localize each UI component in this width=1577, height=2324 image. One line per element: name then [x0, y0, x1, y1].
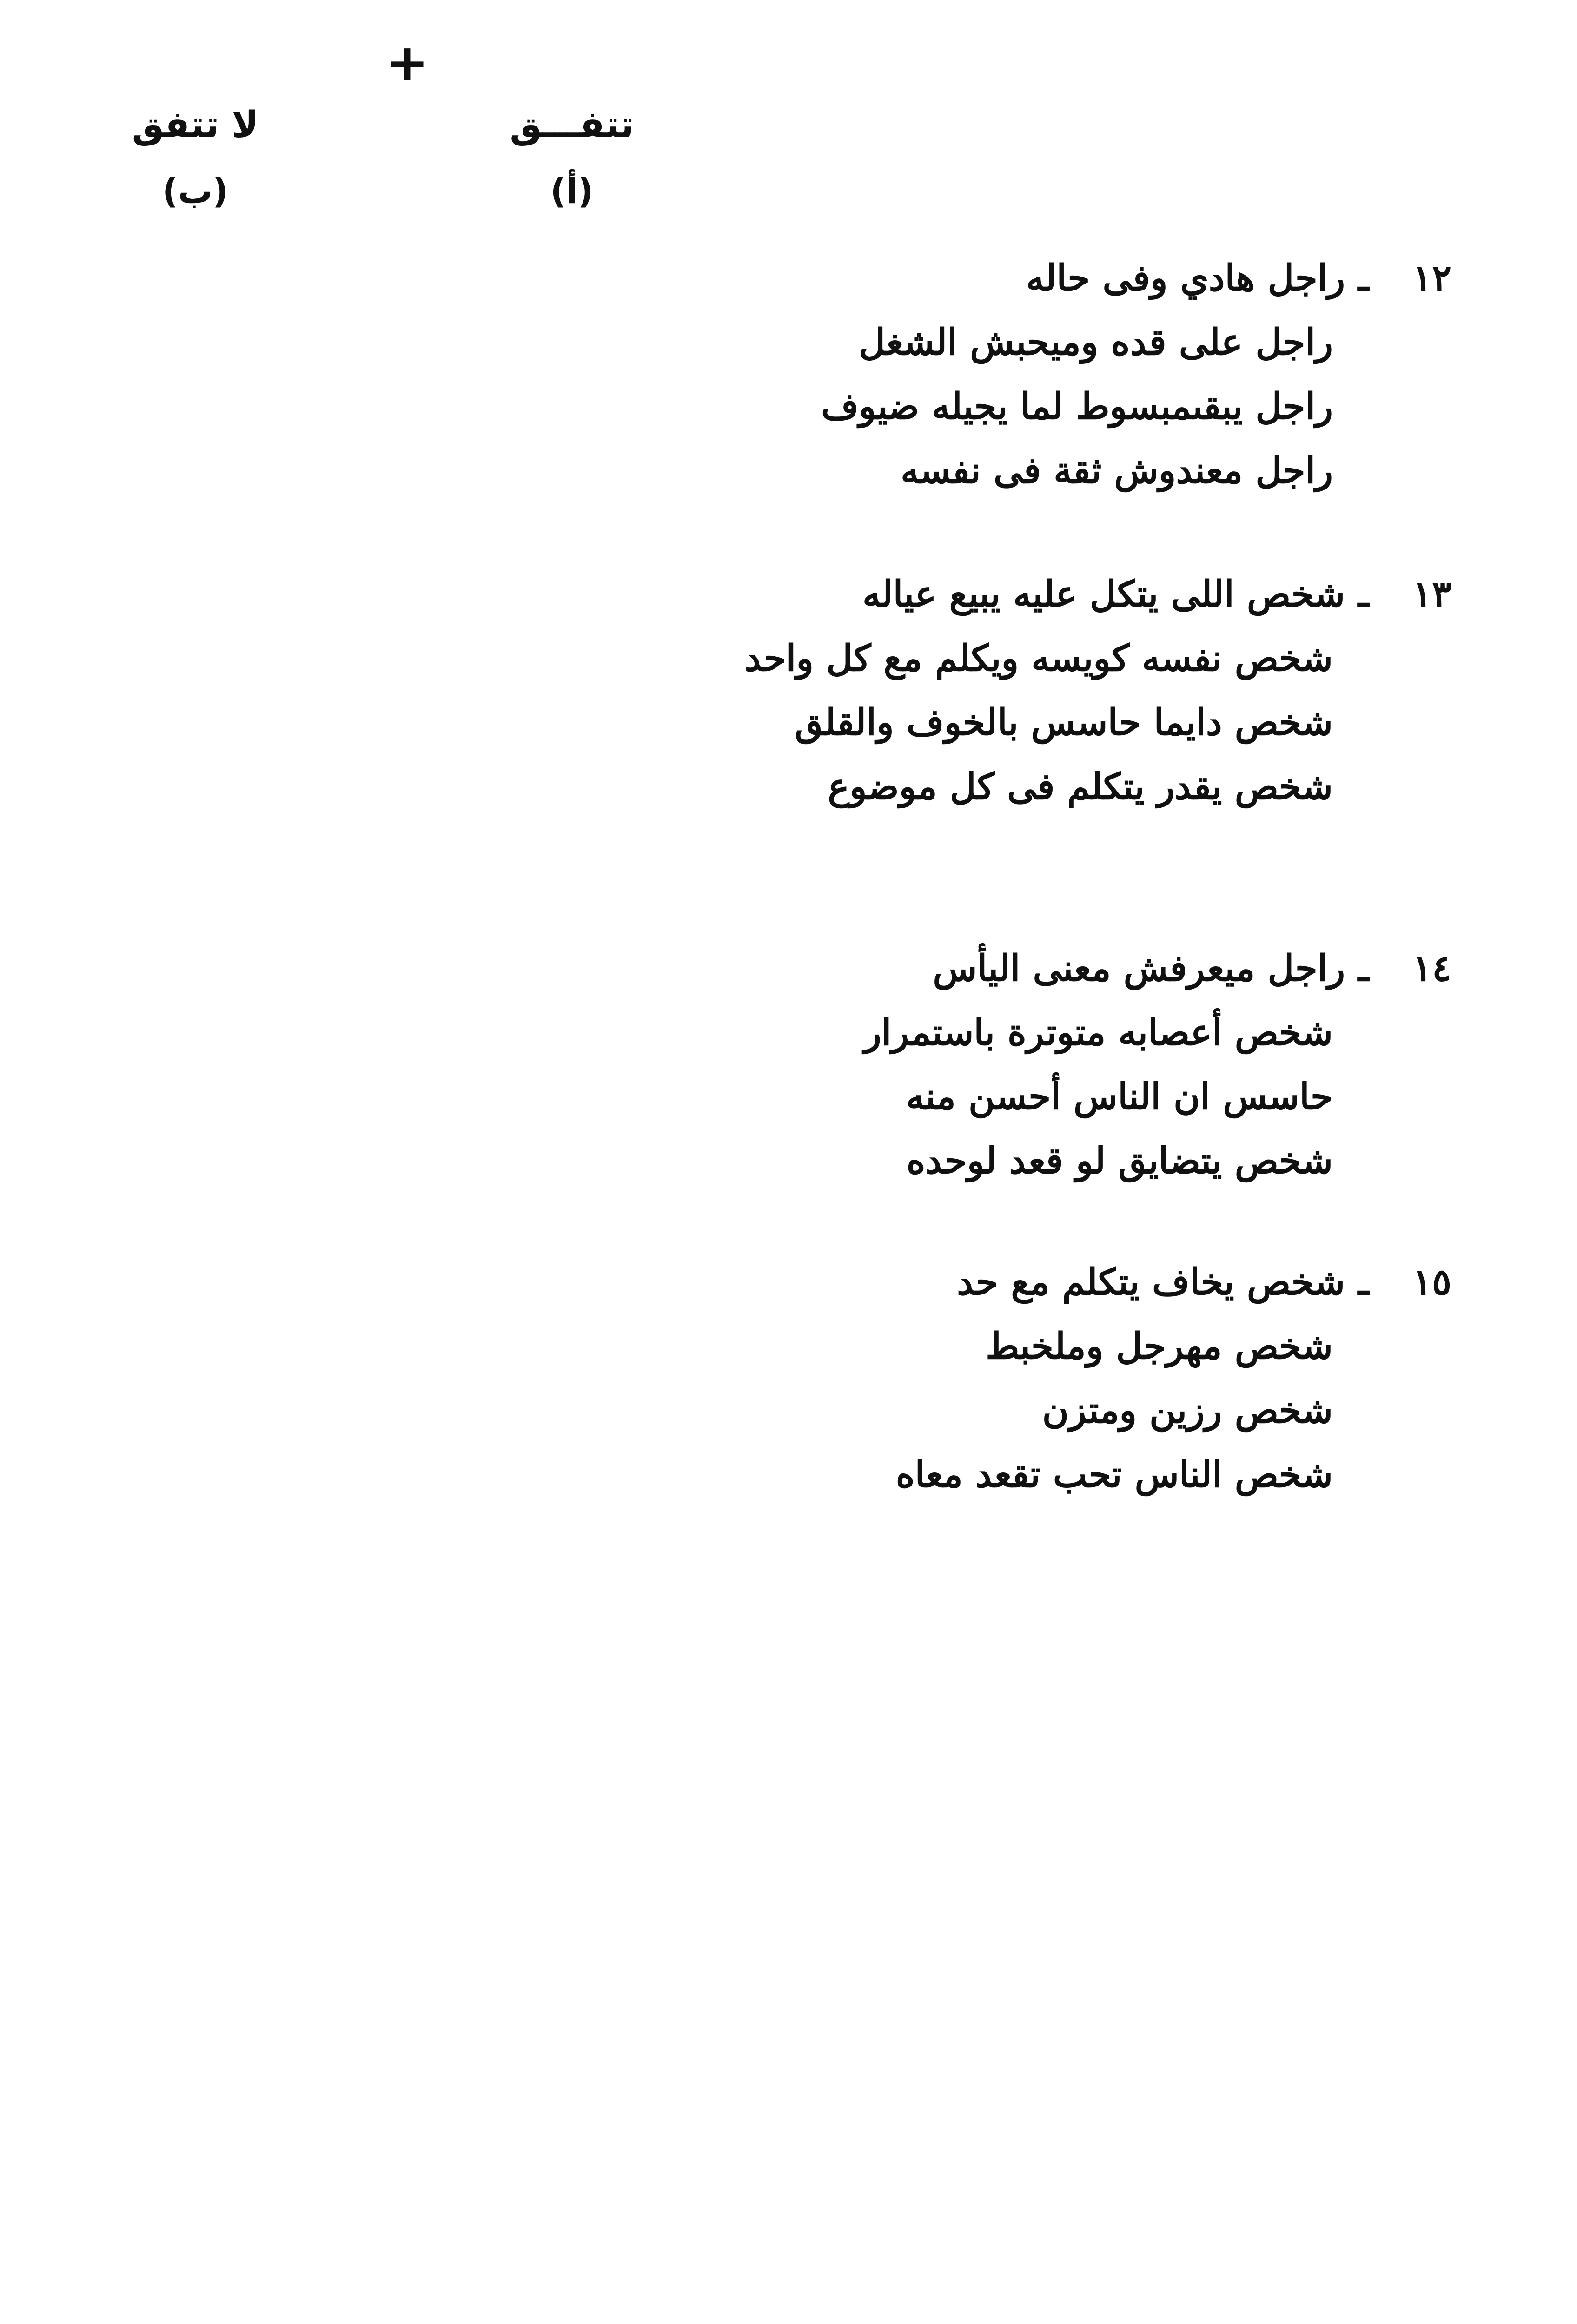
question-dash: ـ	[1358, 947, 1369, 990]
question-option: راجل يبقىمبسوط لما يجيله ضيوف	[821, 385, 1333, 428]
question-option-first: شخص يخاف يتكلم مع حد	[957, 1261, 1345, 1303]
question-options	[821, 310, 1333, 503]
question-options	[864, 1001, 1333, 1193]
question-head	[729, 562, 1451, 627]
column-key-disagree: (ب)	[162, 172, 228, 211]
question-option: راجل معندوش ثقة فى نفسه	[901, 449, 1333, 492]
question-dash: ـ	[1358, 1261, 1369, 1303]
question-option: شخص يتضايق لو قعد لوحده	[906, 1140, 1333, 1182]
question-number: ١٤	[1412, 947, 1451, 990]
question-options	[729, 627, 1333, 819]
question-head	[821, 246, 1451, 310]
question-item-13	[729, 562, 1451, 819]
column-header-disagree: لا تتفق	[132, 104, 259, 146]
column-key-agree: (أ)	[550, 172, 594, 211]
question-option: شخص نفسه كويسه ويكلم مع كل واحد	[744, 637, 1333, 680]
question-option-first: راجل هادي وفى حاله	[1026, 257, 1345, 299]
question-option: شخص أعصابه متوترة باستمرار	[864, 1011, 1333, 1054]
question-number: ١٣	[1412, 573, 1451, 615]
question-option: راجل على قده وميحبش الشغل	[859, 321, 1333, 363]
question-option: شخص مهرجل وملخبط	[986, 1325, 1333, 1367]
question-option: شخص دايما حاسس بالخوف والقلق	[795, 701, 1333, 744]
question-item-14	[864, 937, 1451, 1193]
question-option: شخص الناس تحب تقعد معاه	[895, 1453, 1333, 1496]
question-option: حاسس ان الناس أحسن منه	[906, 1076, 1333, 1118]
question-item-15	[896, 1250, 1451, 1507]
question-number: ١٢	[1412, 257, 1451, 299]
question-options	[896, 1314, 1333, 1507]
question-option: شخص يقدر يتكلم فى كل موضوع	[828, 766, 1333, 808]
question-dash: ـ	[1358, 573, 1369, 615]
plus-sign: +	[386, 33, 429, 92]
question-option-first: راجل ميعرفش معنى اليأس	[933, 947, 1345, 990]
question-head	[896, 1250, 1451, 1314]
question-item-12	[821, 246, 1451, 503]
question-option-first: شخص اللى يتكل عليه يبيع عياله	[862, 573, 1345, 615]
question-dash: ـ	[1358, 257, 1369, 299]
question-head	[864, 937, 1451, 1001]
question-option: شخص رزين ومتزن	[1042, 1389, 1333, 1432]
column-header-agree: تتفـــق	[510, 104, 634, 146]
question-number: ١٥	[1412, 1261, 1451, 1303]
